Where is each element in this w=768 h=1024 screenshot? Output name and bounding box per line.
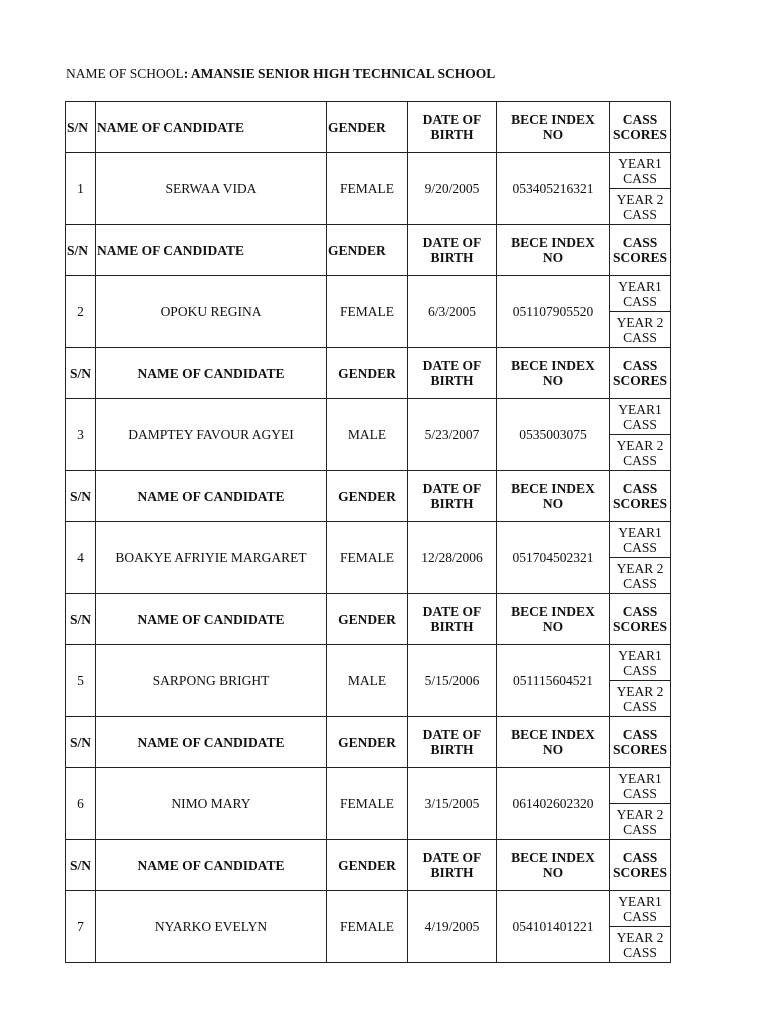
header-sn-label: S/N (69, 734, 91, 750)
header-gender (327, 471, 408, 522)
table-row (66, 153, 671, 189)
candidate-sn-cell (66, 891, 96, 963)
header-dob-line1: DATE OF (422, 235, 482, 250)
candidate-index: 054101401221 (512, 919, 594, 934)
header-sn (66, 348, 96, 399)
header-name (96, 840, 327, 891)
header-index-line2: NO (542, 742, 564, 757)
candidate-sn-cell (66, 153, 96, 225)
year1-line1: YEAR1 (618, 278, 662, 294)
year1-line1: YEAR1 (618, 893, 662, 909)
header-index-line2: NO (542, 127, 564, 142)
candidate-index-cell (497, 891, 610, 963)
candidate-dob-cell (408, 768, 497, 840)
candidate-gender-cell (327, 153, 408, 225)
header-cass-line2: SCORES (612, 619, 668, 634)
header-gender-label: GENDER (328, 119, 386, 135)
year2-cass-cell (610, 927, 671, 963)
header-gender-label: GENDER (338, 488, 396, 504)
header-cass-line2: SCORES (612, 373, 668, 388)
candidate-dob-cell (408, 276, 497, 348)
header-name (96, 594, 327, 645)
header-cass-line2: SCORES (612, 496, 668, 511)
candidate-sn-cell (66, 645, 96, 717)
candidate-name: NIMO MARY (171, 796, 251, 811)
year1-line1: YEAR1 (618, 401, 662, 417)
header-gender (327, 348, 408, 399)
candidate-index: 053405216321 (512, 181, 594, 196)
header-name-label: NAME OF CANDIDATE (137, 734, 285, 750)
header-index-line1: BECE INDEX (511, 481, 595, 496)
header-dob-line2: BIRTH (430, 496, 474, 511)
candidate-dob-cell (408, 891, 497, 963)
header-index-line1: BECE INDEX (511, 604, 595, 619)
header-index-line1: BECE INDEX (511, 112, 595, 127)
year1-cass-cell (610, 768, 671, 804)
year1-line2: CASS (623, 416, 657, 432)
year1-line1: YEAR1 (618, 770, 662, 786)
header-index (497, 225, 610, 276)
header-index-line1: BECE INDEX (511, 850, 595, 865)
year2-line1: YEAR 2 (616, 929, 664, 945)
header-gender-label: GENDER (328, 242, 386, 258)
header-index-line2: NO (542, 250, 564, 265)
year1-cass-cell (610, 645, 671, 681)
candidate-index: 051107905520 (512, 304, 594, 319)
header-cass-line1: CASS (622, 604, 658, 619)
candidate-name-cell (96, 276, 327, 348)
candidate-dob-cell (408, 645, 497, 717)
header-sn-label: S/N (67, 119, 89, 135)
year2-line2: CASS (623, 206, 657, 222)
candidate-dob-cell (408, 522, 497, 594)
year1-cass-cell (610, 891, 671, 927)
year1-cass-cell (610, 522, 671, 558)
candidate-dob: 12/28/2006 (421, 550, 483, 565)
header-name-label: NAME OF CANDIDATE (137, 488, 285, 504)
candidate-index: 061402602320 (512, 796, 594, 811)
header-row (66, 594, 671, 645)
year2-cass-cell (610, 189, 671, 225)
header-sn-label: S/N (67, 242, 89, 258)
header-index-line2: NO (542, 619, 564, 634)
header-dob (408, 348, 497, 399)
header-cass-line2: SCORES (612, 865, 668, 880)
header-dob-line1: DATE OF (422, 604, 482, 619)
candidate-dob: 4/19/2005 (424, 919, 480, 934)
candidate-sn: 4 (77, 550, 84, 565)
candidate-name-cell (96, 645, 327, 717)
header-sn (66, 717, 96, 768)
header-dob-line2: BIRTH (430, 373, 474, 388)
header-cass (610, 348, 671, 399)
header-cass-line1: CASS (622, 112, 658, 127)
header-cass-line2: SCORES (612, 742, 668, 757)
school-name: : AMANSIE SENIOR HIGH TECHNICAL SCHOOL (183, 66, 496, 81)
candidate-dob: 5/23/2007 (424, 427, 480, 442)
header-gender (327, 717, 408, 768)
candidate-index-cell (497, 645, 610, 717)
candidate-gender: FEMALE (340, 919, 394, 934)
candidate-dob-cell (408, 399, 497, 471)
header-dob-line1: DATE OF (422, 481, 482, 496)
year2-cass-cell (610, 558, 671, 594)
candidate-index-cell (497, 153, 610, 225)
header-cass-line2: SCORES (612, 250, 668, 265)
table-row (66, 645, 671, 681)
header-cass-line1: CASS (622, 850, 658, 865)
school-label: NAME OF SCHOOL (66, 66, 184, 81)
header-row (66, 840, 671, 891)
candidate-gender-cell (327, 399, 408, 471)
header-row (66, 717, 671, 768)
header-dob (408, 102, 497, 153)
header-dob-line1: DATE OF (422, 358, 482, 373)
header-dob (408, 840, 497, 891)
header-index (497, 102, 610, 153)
candidate-index: 0535003075 (519, 427, 587, 442)
candidate-gender-cell (327, 768, 408, 840)
year2-line1: YEAR 2 (616, 806, 664, 822)
year1-cass-cell (610, 276, 671, 312)
candidate-sn-cell (66, 768, 96, 840)
year1-cass-cell (610, 153, 671, 189)
header-row (66, 471, 671, 522)
header-index-line2: NO (542, 496, 564, 511)
year2-line1: YEAR 2 (616, 683, 664, 699)
header-dob-line2: BIRTH (430, 127, 474, 142)
table-row (66, 399, 671, 435)
candidate-index: 051704502321 (512, 550, 594, 565)
header-name (96, 225, 327, 276)
header-gender-label: GENDER (338, 611, 396, 627)
header-dob (408, 594, 497, 645)
candidate-gender: FEMALE (340, 304, 394, 319)
candidate-table (65, 101, 671, 963)
header-name-label: NAME OF CANDIDATE (97, 242, 244, 258)
candidate-sn-cell (66, 276, 96, 348)
candidate-gender-cell (327, 891, 408, 963)
header-sn (66, 594, 96, 645)
year2-cass-cell (610, 804, 671, 840)
candidate-sn: 7 (77, 919, 84, 934)
candidate-dob-cell (408, 153, 497, 225)
candidate-dob: 6/3/2005 (427, 304, 476, 319)
candidate-gender-cell (327, 645, 408, 717)
header-cass-line1: CASS (622, 358, 658, 373)
year1-line2: CASS (623, 170, 657, 186)
year2-line2: CASS (623, 821, 657, 837)
candidate-gender: MALE (347, 673, 387, 688)
year2-line2: CASS (623, 944, 657, 960)
table-row (66, 891, 671, 927)
header-sn-label: S/N (69, 857, 91, 873)
header-row (66, 225, 671, 276)
year2-line1: YEAR 2 (616, 314, 664, 330)
candidate-index-cell (497, 768, 610, 840)
header-cass (610, 840, 671, 891)
candidate-sn: 5 (77, 673, 84, 688)
header-name-label: NAME OF CANDIDATE (137, 857, 285, 873)
header-row (66, 102, 671, 153)
header-index (497, 717, 610, 768)
header-index (497, 594, 610, 645)
year2-cass-cell (610, 681, 671, 717)
candidate-gender: FEMALE (340, 181, 394, 196)
table-row (66, 522, 671, 558)
candidate-name-cell (96, 768, 327, 840)
header-index (497, 348, 610, 399)
candidate-sn-cell (66, 399, 96, 471)
header-name-label: NAME OF CANDIDATE (137, 365, 285, 381)
candidate-sn-cell (66, 522, 96, 594)
year1-cass-cell (610, 399, 671, 435)
candidate-sn: 1 (77, 181, 84, 196)
candidate-gender-cell (327, 276, 408, 348)
year2-cass-cell (610, 435, 671, 471)
year1-line2: CASS (623, 785, 657, 801)
header-dob-line1: DATE OF (422, 850, 482, 865)
header-dob-line2: BIRTH (430, 742, 474, 757)
header-dob-line1: DATE OF (422, 112, 482, 127)
candidate-dob: 3/15/2005 (424, 796, 480, 811)
school-name-line (66, 66, 495, 82)
candidate-name-cell (96, 399, 327, 471)
header-name (96, 717, 327, 768)
header-gender-label: GENDER (338, 365, 396, 381)
candidate-name-cell (96, 891, 327, 963)
year1-line1: YEAR1 (618, 155, 662, 171)
header-dob-line2: BIRTH (430, 619, 474, 634)
year2-line1: YEAR 2 (616, 191, 664, 207)
year1-line2: CASS (623, 293, 657, 309)
header-dob (408, 225, 497, 276)
candidate-gender: FEMALE (340, 550, 394, 565)
header-cass (610, 102, 671, 153)
header-index (497, 840, 610, 891)
header-sn (66, 471, 96, 522)
candidate-name: OPOKU REGINA (160, 304, 262, 319)
year1-line2: CASS (623, 539, 657, 555)
header-cass (610, 225, 671, 276)
candidate-name: DAMPTEY FAVOUR AGYEI (128, 427, 294, 442)
header-index-line2: NO (542, 373, 564, 388)
candidate-index: 051115604521 (513, 673, 593, 688)
header-dob-line1: DATE OF (422, 727, 482, 742)
header-sn-label: S/N (69, 488, 91, 504)
candidate-dob: 5/15/2006 (424, 673, 480, 688)
header-cass (610, 717, 671, 768)
header-name (96, 102, 327, 153)
year2-cass-cell (610, 312, 671, 348)
header-dob-line2: BIRTH (430, 250, 474, 265)
header-sn (66, 840, 96, 891)
candidate-index-cell (497, 522, 610, 594)
header-gender (327, 225, 408, 276)
header-sn (66, 102, 96, 153)
candidate-name-cell (96, 522, 327, 594)
candidate-sn: 6 (77, 796, 84, 811)
header-cass (610, 471, 671, 522)
candidate-gender: FEMALE (340, 796, 394, 811)
header-index (497, 471, 610, 522)
header-cass-line1: CASS (622, 235, 658, 250)
year2-line2: CASS (623, 698, 657, 714)
year1-line1: YEAR1 (618, 524, 662, 540)
candidate-sn: 3 (77, 427, 84, 442)
header-sn-label: S/N (69, 365, 91, 381)
header-gender (327, 594, 408, 645)
header-gender (327, 102, 408, 153)
table-row (66, 768, 671, 804)
table-row (66, 276, 671, 312)
header-cass-line1: CASS (622, 481, 658, 496)
candidate-dob: 9/20/2005 (424, 181, 480, 196)
candidate-index-cell (497, 276, 610, 348)
header-cass (610, 594, 671, 645)
header-gender-label: GENDER (338, 857, 396, 873)
header-sn-label: S/N (69, 611, 91, 627)
header-sn (66, 225, 96, 276)
year2-line2: CASS (623, 329, 657, 345)
header-index-line1: BECE INDEX (511, 235, 595, 250)
candidate-table-viewport (65, 101, 671, 960)
candidate-name: SARPONG BRIGHT (152, 673, 270, 688)
header-cass-line2: SCORES (612, 127, 668, 142)
year1-line2: CASS (623, 908, 657, 924)
header-dob (408, 717, 497, 768)
candidate-name: NYARKO EVELYN (154, 919, 268, 934)
year1-line2: CASS (623, 662, 657, 678)
header-name-label: NAME OF CANDIDATE (97, 119, 244, 135)
year2-line1: YEAR 2 (616, 437, 664, 453)
candidate-gender-cell (327, 522, 408, 594)
candidate-sn: 2 (77, 304, 84, 319)
header-cass-line1: CASS (622, 727, 658, 742)
header-index-line1: BECE INDEX (511, 727, 595, 742)
year2-line2: CASS (623, 452, 657, 468)
header-dob (408, 471, 497, 522)
header-name-label: NAME OF CANDIDATE (137, 611, 285, 627)
candidate-name: BOAKYE AFRIYIE MARGARET (115, 550, 307, 565)
candidate-index-cell (497, 399, 610, 471)
candidate-table-body (66, 102, 671, 963)
year2-line2: CASS (623, 575, 657, 591)
header-row (66, 348, 671, 399)
header-dob-line2: BIRTH (430, 865, 474, 880)
candidate-name: SERWAA VIDA (165, 181, 257, 196)
header-index-line1: BECE INDEX (511, 358, 595, 373)
year2-line1: YEAR 2 (616, 560, 664, 576)
year1-line1: YEAR1 (618, 647, 662, 663)
candidate-gender: MALE (347, 427, 387, 442)
header-gender-label: GENDER (338, 734, 396, 750)
candidate-name-cell (96, 153, 327, 225)
header-name (96, 471, 327, 522)
header-gender (327, 840, 408, 891)
header-index-line2: NO (542, 865, 564, 880)
header-name (96, 348, 327, 399)
